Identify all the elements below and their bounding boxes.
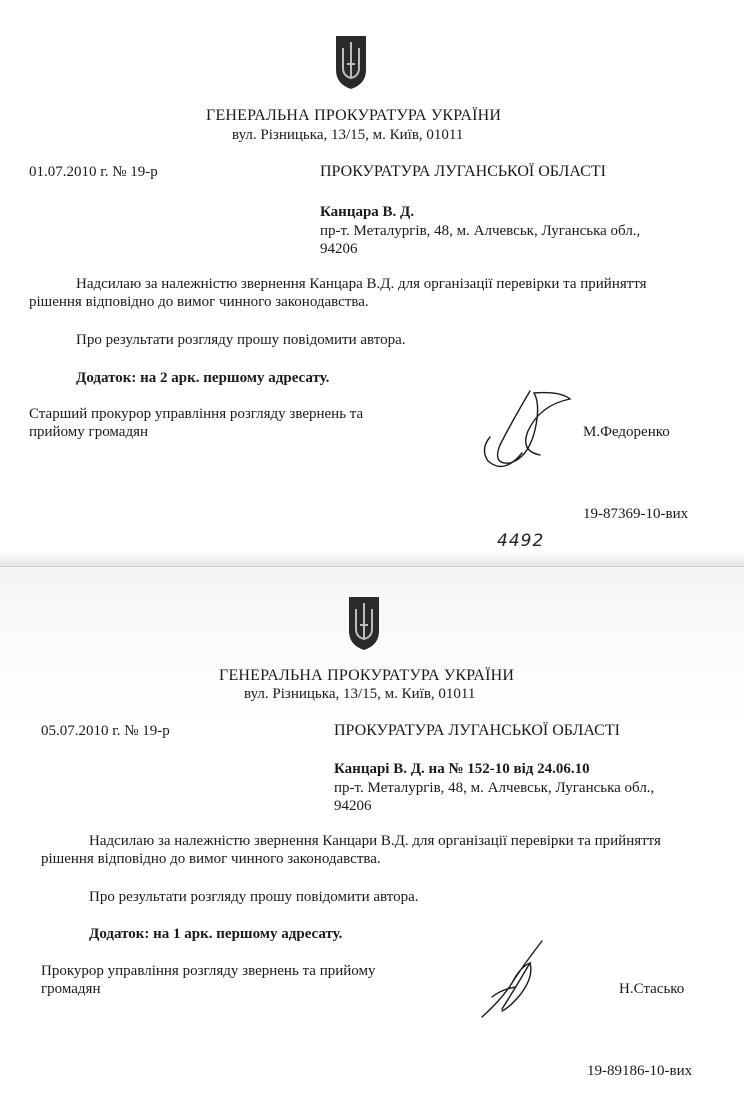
signer-name: Н.Стасько xyxy=(619,981,685,997)
signature-icon xyxy=(470,385,580,490)
signer-title-line-1: Прокурор управління розгляду звернень та прийому xyxy=(41,963,376,979)
body-text-line-1: Надсилаю за належністю звернення Канцара В.Д. для організації перевірки та прийняття xyxy=(76,276,647,292)
body-text-line-1: Надсилаю за належністю звернення Канцари В.Д. для організації перевірки та прийняття xyxy=(89,833,661,849)
signer-title-line-2: громадян xyxy=(41,981,101,997)
org-address: вул. Різницька, 13/15, м. Київ, 01011 xyxy=(232,127,464,143)
handwritten-number: 4492 xyxy=(497,531,545,551)
addressee-address: пр-т. Металургів, 48, м. Алчевськ, Луганська обл., xyxy=(334,780,655,796)
org-address: вул. Різницька, 13/15, м. Київ, 01011 xyxy=(244,686,476,702)
body-text-line-2: рішення відповідно до вимог чинного законодавства. xyxy=(29,294,369,310)
attachment-note: Додаток: на 2 арк. першому адресату. xyxy=(76,370,330,386)
results-request: Про результати розгляду прошу повідомити автора. xyxy=(76,332,406,348)
addressee-postcode: 94206 xyxy=(320,241,358,257)
recipient: ПРОКУРАТУРА ЛУГАНСЬКОЇ ОБЛАСТІ xyxy=(334,722,620,739)
attachment-note: Додаток: на 1 арк. першому адресату. xyxy=(89,926,343,942)
signature-icon xyxy=(472,937,562,1032)
outgoing-number: 19-87369-10-вих xyxy=(583,506,689,522)
trident-emblem-icon xyxy=(347,595,381,651)
addressee-address: пр-т. Металургів, 48, м. Алчевськ, Луганська обл., xyxy=(320,223,641,239)
addressee-postcode: 94206 xyxy=(334,798,372,814)
addressee-name: Канцара В. Д. xyxy=(320,204,415,220)
trident-emblem-icon xyxy=(334,34,368,90)
addressee-name: Канцарі В. Д. на № 152-10 від 24.06.10 xyxy=(334,761,590,777)
org-title: ГЕНЕРАЛЬНА ПРОКУРАТУРА УКРАЇНИ xyxy=(206,107,502,124)
results-request: Про результати розгляду прошу повідомити автора. xyxy=(89,889,419,905)
date-reference: 01.07.2010 г. № 19-р xyxy=(29,164,158,180)
signer-name: М.Федоренко xyxy=(583,424,670,440)
letter-2 xyxy=(0,566,744,1111)
body-text-line-2: рішення відповідно до вимог чинного законодавства. xyxy=(41,851,381,867)
org-title: ГЕНЕРАЛЬНА ПРОКУРАТУРА УКРАЇНИ xyxy=(219,667,515,684)
recipient: ПРОКУРАТУРА ЛУГАНСЬКОЇ ОБЛАСТІ xyxy=(320,163,606,180)
outgoing-number: 19-89186-10-вих xyxy=(587,1063,693,1079)
signer-title-line-1: Старший прокурор управління розгляду звернень та xyxy=(29,406,364,422)
signer-title-line-2: прийому громадян xyxy=(29,424,149,440)
date-reference: 05.07.2010 г. № 19-р xyxy=(41,723,170,739)
